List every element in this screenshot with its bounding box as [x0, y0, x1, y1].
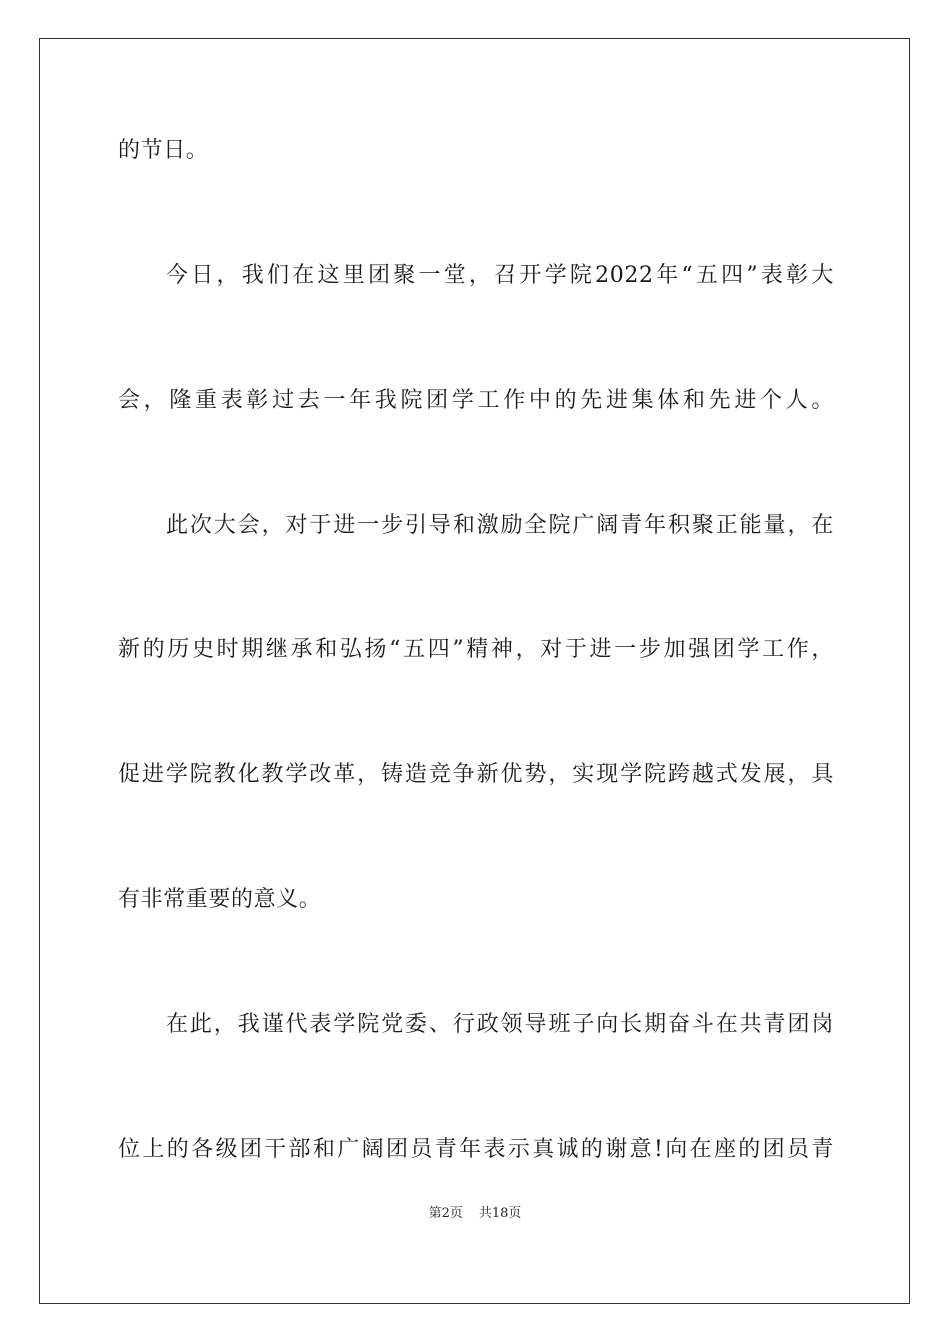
text-line: 位上的各级团干部和广阔团员青年表示真诚的谢意!向在座的团员青	[118, 1137, 834, 1162]
page-total: 共18页	[478, 1206, 522, 1221]
text-line: 有非常重要的意义。	[118, 887, 322, 912]
page-frame	[39, 38, 910, 1304]
body-text	[40, 39, 909, 1303]
text-line: 会，隆重表彰过去一年我院团学工作中的先进集体和先进个人。	[118, 388, 834, 413]
text-line: 促进学院教化教学改革，铸造竞争新优势，实现学院跨越式发展，具	[118, 762, 834, 787]
text-line: 新的历史时期继承和弘扬“五四”精神，对于进一步加强团学工作，	[118, 637, 834, 662]
text-line: 在此，我谨代表学院党委、行政领导班子向长期奋斗在共青团岗	[166, 1012, 834, 1037]
page-footer	[0, 1205, 950, 1223]
text-line: 的节日。	[118, 138, 209, 163]
text-line: 今日，我们在这里团聚一堂，召开学院2022年“五四”表彰大	[166, 263, 834, 288]
page-number: 第2页	[428, 1206, 463, 1221]
text-line: 此次大会，对于进一步引导和激励全院广阔青年积聚正能量，在	[166, 513, 834, 538]
